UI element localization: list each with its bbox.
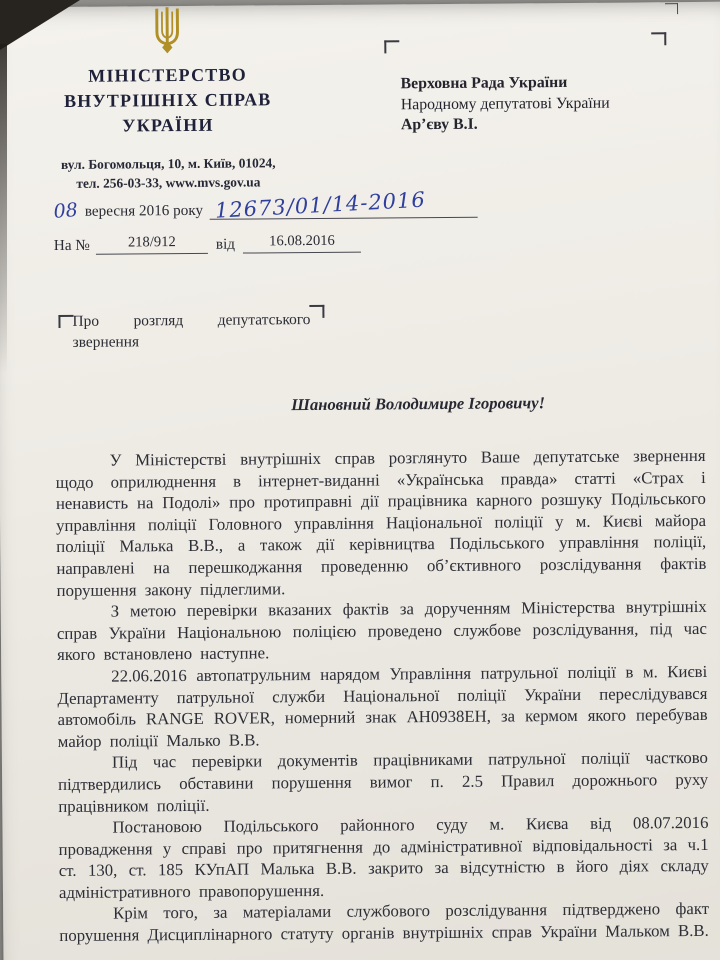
body-paragraph: Крім того, за матеріалами службового розслідування підтверджено факт порушення Дисциплінарного статуту органів внутрішніх справ України Мальком В.В. — [59, 899, 710, 946]
recipient-name: Ар’єву В.І. — [400, 115, 478, 134]
scanner-edge-shadow — [0, 44, 7, 374]
recipient-block — [384, 32, 667, 136]
corner-bracket-icon — [58, 315, 73, 328]
ministry-name-line: ВНУТРІШНІХ СПРАВ — [63, 89, 272, 111]
body-paragraph: 22.06.2016 автопатрульним нарядом Управління патрульної поліції в м. Києві Департаменту патрульної служби Національної поліції України переслідувався автомобіль RANGE ROVER, номерний знак АН0938ЕН, за кермом якого перебував майор поліції Малько В.В. — [57, 661, 708, 751]
scanner-corner-shadow — [0, 0, 80, 50]
ministry-name-line: МІНІСТЕРСТВО — [88, 64, 247, 86]
incoming-number-line — [96, 234, 208, 255]
outgoing-date-line — [52, 187, 483, 223]
handwritten-day: 08 — [52, 199, 79, 223]
corner-bracket-icon — [309, 305, 324, 318]
incoming-date: 16.08.2016 — [269, 232, 335, 250]
corner-bracket-icon — [384, 40, 399, 53]
incoming-reference-line — [54, 226, 484, 255]
body-paragraph: У Міністерстві внутрішніх справ розглянуто Ваше депутатське звернення щодо оприлюднення в інтернет-виданні «Українська правда» статті «Страх і ненависть на Подолі» про протиправні дії працівника карного розшуку Подільського управління поліції Головного управління Національної поліції у м. Києві майора поліції Малька В.В., а також дії керівництва Подільського управління поліції, направлені на перешкоджання проведенню об’єктивного розслідування фактів порушення закону підлеглими. — [55, 445, 707, 600]
corner-bracket-icon — [651, 32, 666, 45]
from-label: від — [215, 235, 236, 253]
address-line: тел. 256-03-33, www.mvs.gov.ua — [76, 174, 261, 191]
body-paragraph: З метою перевірки вказаних фактів за дорученням Міністерства внутрішніх справ України Національною поліцією проведено службове розслідування, під час якого встановлено наступне. — [56, 597, 707, 665]
ukraine-trident-emblem-icon — [149, 7, 185, 54]
outgoing-number-line — [209, 187, 477, 223]
letterhead — [58, 6, 277, 193]
corner-bracket-icon — [665, 3, 678, 14]
incoming-date-line — [243, 232, 361, 254]
reference-block — [52, 187, 483, 255]
subject-block — [58, 305, 324, 353]
handwritten-outgoing-number: 12673/01/14-2016 — [213, 187, 426, 223]
body-paragraph: Під час перевірки документів працівниками патрульної поліції частково підтвердились обставини порушення вимог п. 2.5 Правил дорожнього руху працівником поліції. — [58, 748, 709, 816]
recipient-organization: Верховна Рада України — [400, 73, 568, 93]
incoming-number: 218/912 — [127, 234, 176, 251]
ministry-address — [59, 153, 277, 193]
reply-label: На № — [53, 236, 90, 255]
body-paragraph: Постановою Подільського районного суду м. Києва від 08.07.2016 провадження у справі про притягнення до адміністративної відповідальності за ч.1 ст. 130, ст. 185 КУпАП Малька В.В. закрито за відсутністю в його діях складу адміністративного правопорушення. — [58, 812, 709, 902]
ministry-name-line: УКРАЇНИ — [122, 114, 214, 136]
recipient-role: Народному депутатові України — [400, 94, 610, 113]
address-line: вул. Богомольця, 10, м. Київ, 01024, — [60, 155, 276, 172]
subject-text: Про розгляд депутатського звернення — [72, 311, 311, 351]
salutation: Шановний Володимире Ігоровичу! — [291, 393, 546, 415]
letter-body — [55, 445, 709, 947]
printed-date: вересня 2016 року — [84, 201, 204, 220]
paper-sheet — [0, 2, 720, 960]
